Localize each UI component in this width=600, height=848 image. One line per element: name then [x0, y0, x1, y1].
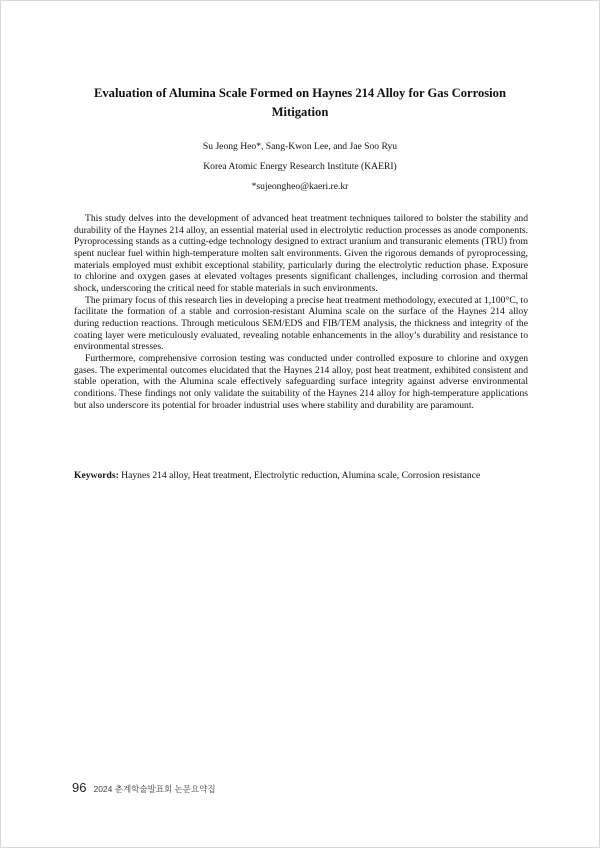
- author-list: Su Jeong Heo*, Sang-Kwon Lee, and Jae Soo Ryu: [202, 141, 398, 152]
- keywords-list: Haynes 214 alloy, Heat treatment, Electrolytic reduction, Alumina scale, Corrosion resistance: [121, 470, 481, 481]
- affiliation: Korea Atomic Energy Research Institute (KAERI): [203, 161, 397, 172]
- keywords-label: Keywords:: [74, 470, 119, 481]
- page-number: 96: [72, 780, 87, 795]
- corresponding-email: *sujeongheo@kaeri.re.kr: [251, 181, 349, 192]
- page-footer: [72, 780, 216, 798]
- proceedings-title: 2024 춘계학술발표회 논문요약집: [93, 784, 216, 794]
- keywords-section: [74, 470, 528, 482]
- paper-title: Evaluation of Alumina Scale Formed on Haynes 214 Alloy for Gas Corrosion Mitigation: [93, 86, 506, 119]
- abstract-paragraph-1: This study delves into the development of advanced heat treatment techniques tailored to bolster the stability and durability of the Haynes 214 alloy, an essential material used in electrolytic reduction processes as anode components. Pyroprocessing stands as a cutting-edge technology designed to extract uranium and transuranic elements (TRU) from spent nuclear fuel within high-temperature molten salt environments. Given the rigorous demands of pyroprocessing, materials employed must exhibit exceptional stability, particularly during the electrolytic reduction phase. Exposure to chlorine and oxygen gases at elevated voltages presents significant challenges, including corrosion and thermal shock, underscoring the critical need for stable materials in such environments.: [74, 213, 528, 294]
- abstract-paragraph-3: Furthermore, comprehensive corrosion testing was conducted under controlled exposure to chlorine and oxygen gases. The experimental outcomes elucidated that the Haynes 214 alloy, post heat treatment, exhibited consistent and stable operation, with the Alumina scale effectively safeguarding surface integrity against adverse environmental conditions. These findings not only validate the suitability of the Haynes 214 alloy for high-temperature applications but also underscore its potential for broader industrial uses where stability and durability are paramount.: [74, 352, 528, 411]
- abstract-paragraph-2: The primary focus of this research lies in developing a precise heat treatment methodology, executed at 1,100°C, to facilitate the formation of a stable and corrosion-resistant Alumina scale on the surface of the Haynes 214 alloy during reduction reactions. Through meticulous SEM/EDS and FIB/TEM analysis, the thickness and integrity of the coating layer were meticulously evaluated, revealing notable enhancements in the alloy’s durability and resistance to environmental stresses.: [74, 294, 528, 353]
- abstract-body: [74, 213, 528, 411]
